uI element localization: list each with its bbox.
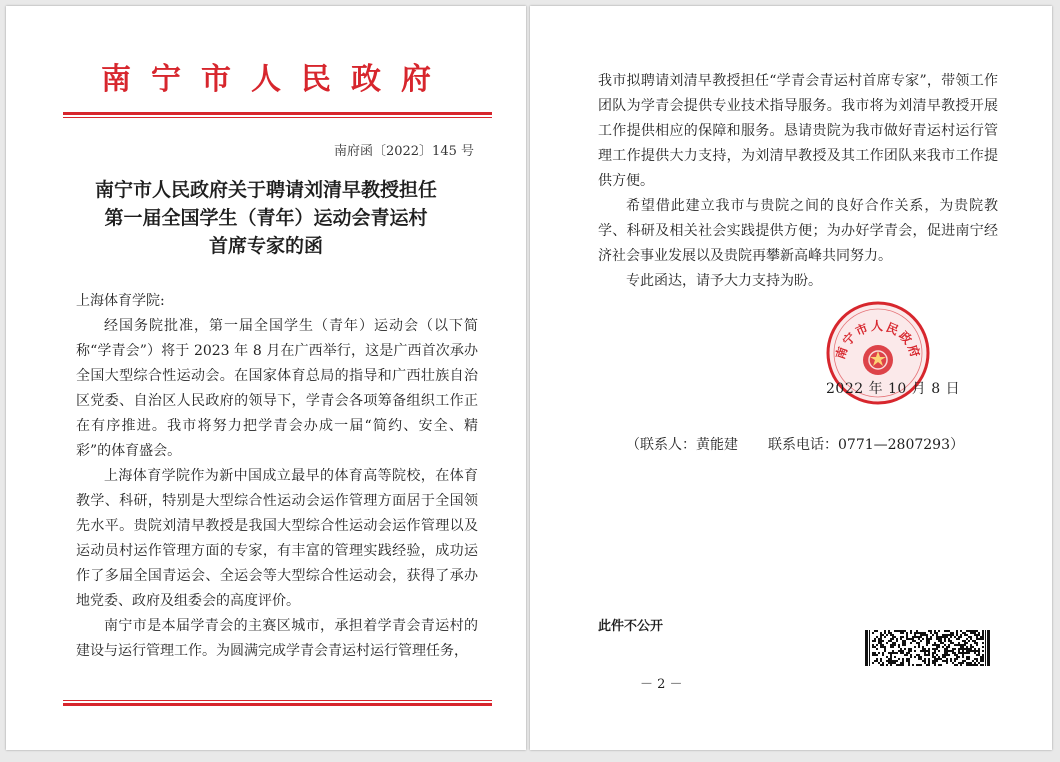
seal-text: 南宁市人民政府 (833, 319, 923, 361)
paragraph-2: 上海体育学院作为新中国成立最早的体育高等院校，在体育教学、科研，特别是大型综合性运动会运作管理方面居于全国领先水平。贵院刘清早教授是我国大型综合性运动会运作管理以及运动员村运作管理方面的专家，有丰富的管理实践经验，成功运作了多届全国青运会、全运会等大型综合性运动会，获得了承办地党委、政府及组委会的高度评价。 (76, 468, 478, 609)
contact-person: （联系人：黄能建 (626, 437, 738, 453)
red-rule-bottom-thick (63, 703, 492, 706)
contact-line (626, 434, 964, 454)
document-title (6, 176, 526, 260)
barcode-icon (865, 630, 991, 666)
document-number: 南府函〔2022〕145 号 (333, 144, 474, 159)
paragraph-3: 南宁市是本届学青会的主赛区城市，承担着学青会青运村的建设与运行管理工作。为圆满完成学青会青运村运行管理任务， (76, 618, 478, 659)
government-masthead: 南宁市人民政府 (101, 62, 451, 97)
document-page-right (530, 6, 1052, 750)
paragraph-5: 希望借此建立我市与贵院之间的良好合作关系，为贵院教学、科研及相关社会实践提供方便；为办好学青会，促进南宁经济社会事业发展以及贵院再攀新高峰共同努力。 (598, 198, 998, 264)
red-rule-top-thin (63, 117, 492, 118)
paragraph-1: 经国务院批准，第一届全国学生（青年）运动会（以下简称“学青会”）将于 2023 年 8 月在广西举行，这是广西首次承办全国大型综合性运动会。在国家体育总局的指导和广西壮族自治区党委、自治区人民政府的领导下，学青会各项筹备组织工作正在有序推进。我市将努力把学青会办成一届“简约、安全、精彩”的体育盛会。 (76, 318, 478, 459)
title-line-1: 南宁市人民政府关于聘请刘清早教授担任 (94, 179, 437, 201)
issue-date: 2022 年 10 月 8 日 (826, 381, 961, 397)
paragraph-4: 我市拟聘请刘清早教授担任“学青会青运村首席专家”，带领工作团队为学青会提供专业技术指导服务。我市将为刘清早教授开展工作提供相应的保障和服务。恳请贵院为我市做好青运村运行管理工作提供大力支持，为刘清早教授及其工作团队来我市工作提供方便。 (598, 73, 998, 189)
title-line-2: 第一届全国学生（青年）运动会青运村 (104, 207, 428, 229)
contact-phone: 联系电话：0771—2807293） (768, 437, 964, 453)
document-page-left (6, 6, 526, 750)
not-public-notice: 此件不公开 (598, 619, 664, 634)
title-line-3: 首席专家的函 (208, 235, 323, 257)
red-rule-top-thick (63, 112, 492, 115)
paragraph-6: 专此函达，请予大力支持为盼。 (626, 273, 822, 289)
red-rule-bottom-thin (63, 700, 492, 701)
page-number: － 2 － (640, 677, 683, 692)
salutation: 上海体育学院: (76, 293, 165, 309)
